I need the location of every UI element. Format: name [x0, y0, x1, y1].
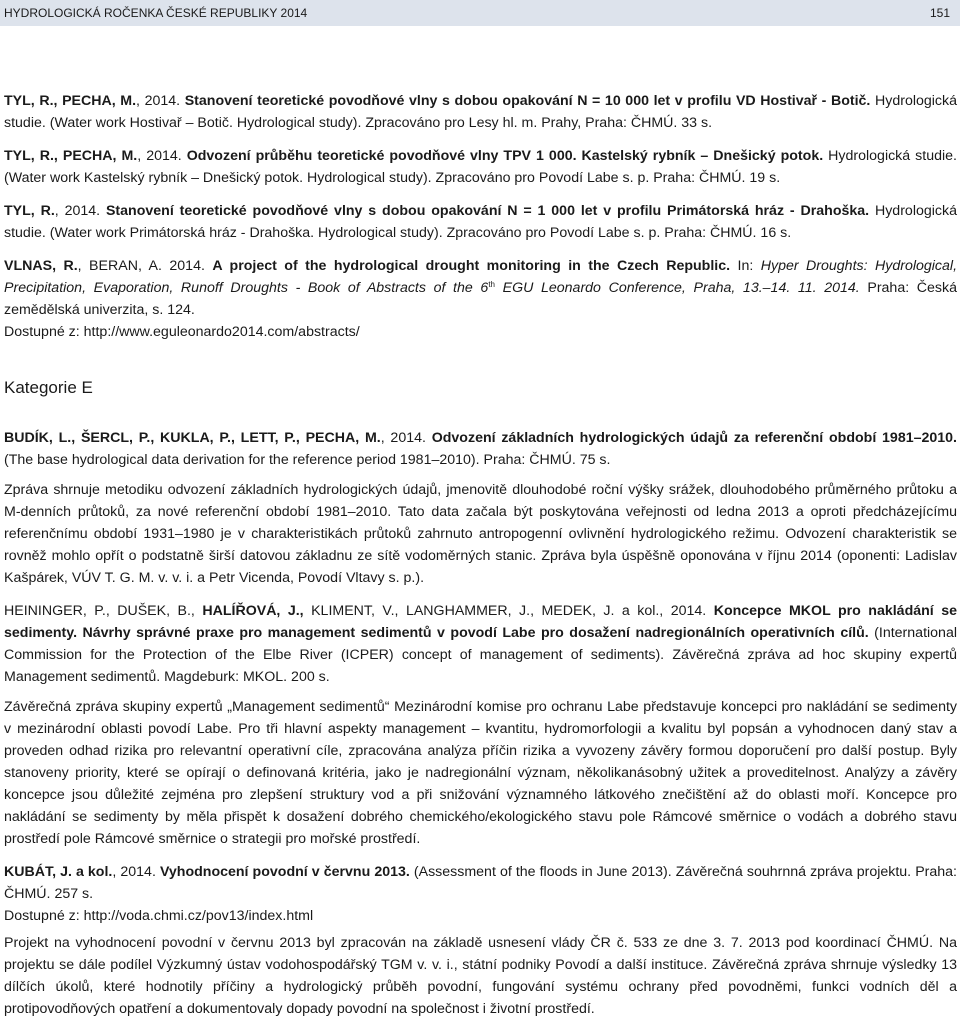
- ref-details: Hydrologická studie. (Water work Primátorská hráz - Drahoška. Hydrological study). Zpracováno pro Povodí Labe s. p. Praha: ČHMÚ. 16 s.: [4, 203, 957, 241]
- ref-year: , 2014.: [112, 864, 160, 880]
- ref-title: Odvození průběhu teoretické povodňové vlny TPV 1 000. Kastelský rybník – Dnešický potok.: [186, 148, 824, 164]
- ref-authors: KUBÁT, J. a kol.: [4, 864, 113, 880]
- ref-authors: TYL, R., PECHA, M.: [4, 93, 137, 109]
- ref-url: Dostupné z: http://www.eguleonardo2014.com/abstracts/: [4, 324, 360, 340]
- ref-summary: Zpráva shrnuje metodiku odvození základních hydrologických údajů, jmenovitě dlouhodobé roční výšky srážek, dlouhodobého průměrného průtoku a M-denních průtoků, za nové referenční období 1981–2010. Tato data začala být poskytována veřejnosti od ledna 2013 a oproti předcházejícímu referenčnímu období 1931–1980 je v charakteristikách průtoků zahrnuto antropogenní ovlivnění hydrologického režimu. Odvození charakteristik se rovněž mohlo opřít o podstatně širší datovou základnu ze sítě vodoměrných stanic. Zpráva byla úspěšně oponována v říjnu 2014 (oponenti: Ladislav Kašpárek, VÚV T. G. M. v. v. i. a Petr Vicenda, Povodí Vltavy s. p.).: [4, 482, 957, 586]
- ref-authors: TYL, R., PECHA, M.: [4, 148, 138, 164]
- ref-details: Praha: Česká zemědělská univerzita, s. 124.: [4, 280, 957, 318]
- ref-details: (The base hydrological data derivation for the reference period 1981–2010). Praha: ČHMÚ. 75 s.: [4, 452, 611, 468]
- header-title: HYDROLOGICKÁ ROČENKA ČESKÉ REPUBLIKY 2014: [4, 6, 308, 20]
- ref-authors-highlight: HALÍŘOVÁ, J.,: [202, 603, 304, 619]
- ref-authors: TYL, R.: [4, 203, 55, 219]
- ref-authors: HEININGER, P., DUŠEK, B.,: [4, 603, 203, 619]
- category-heading: Kategorie E: [4, 378, 93, 397]
- page-content: [4, 90, 957, 1020]
- ref-title: A project of the hydrological drought monitoring in the Czech Republic.: [212, 258, 731, 274]
- ref-details: Hydrologická studie. (Water work Hostivař – Botič. Hydrological study). Zpracováno pro Lesy hl. m. Prahy, Praha: ČHMÚ. 33 s.: [4, 93, 957, 131]
- reference-entry: [4, 145, 957, 189]
- page-header: [0, 0, 960, 26]
- ref-details: (Assessment of the floods in June 2013). Závěrečná souhrnná zpráva projektu. Praha: ČHMÚ. 257 s.: [4, 864, 957, 902]
- reference-entry: [4, 600, 957, 688]
- ref-year: , BERAN, A. 2014.: [77, 258, 213, 274]
- ref-title: Odvození základních hydrologických údajů za referenční období 1981–2010.: [431, 430, 957, 446]
- ref-year: , 2014.: [137, 148, 187, 164]
- ref-source: EGU Leonardo Conference, Praha, 13.–14. 11. 2014.: [494, 280, 860, 296]
- reference-entry: [4, 861, 957, 905]
- reference-entry: [4, 90, 957, 134]
- ref-title: Stanovení teoretické povodňové vlny s dobou opakování N = 1 000 let v profilu Primátorská hráz - Drahoška.: [105, 203, 870, 219]
- ref-title: Koncepce MKOL pro nakládání se sedimenty. Návrhy správné praxe pro management sedimentů v povodí Labe pro dosažení nadregionálních operativních cílů.: [4, 603, 957, 641]
- page-number: 151: [929, 6, 950, 20]
- reference-entry: [4, 200, 957, 244]
- ref-authors: BUDÍK, L., ŠERCL, P., KUKLA, P., LETT, P., PECHA, M.: [4, 430, 381, 446]
- reference-entry: [4, 255, 957, 321]
- ref-details: (International Commission for the Protection of the Elbe River (ICPER) concept of management of sediments). Závěrečná zpráva ad hoc skupiny expertů Management sedimentů. Magdeburk: MKOL. 200 s.: [4, 625, 957, 685]
- ref-year: , 2014.: [136, 93, 185, 109]
- ref-source: Hyper Droughts: Hydrological, Precipitation, Evaporation, Runoff Droughts - Book of Abstracts of the 6: [4, 258, 958, 296]
- ref-url: Dostupné z: http://voda.chmi.cz/pov13/index.html: [4, 908, 314, 924]
- ref-details: Hydrologická studie. (Water work Kastelský rybník – Dnešický potok. Hydrological study). Zpracováno pro Povodí Labe s. p. Praha: ČHMÚ. 19 s.: [4, 148, 957, 186]
- ref-source-sup: th: [488, 280, 495, 289]
- ref-title: Stanovení teoretické povodňové vlny s dobou opakování N = 10 000 let v profilu VD Hostivař - Botič.: [184, 93, 871, 109]
- ref-year: , 2014.: [54, 203, 106, 219]
- ref-authors: KLIMENT, V., LANGHAMMER, J., MEDEK, J. a kol., 2014.: [303, 603, 714, 619]
- reference-entry: [4, 427, 957, 471]
- ref-authors: VLNAS, R.: [4, 258, 78, 274]
- ref-year: , 2014.: [380, 430, 432, 446]
- ref-title: Vyhodnocení povodní v červnu 2013.: [159, 864, 410, 880]
- ref-summary: Projekt na vyhodnocení povodní v červnu 2013 byl zpracován na základě usnesení vlády ČR č. 533 ze dne 3. 7. 2013 pod koordinací ČHMÚ. Na projektu se dále podílel Výzkumný ústav vodohospodářský TGM v. v. i., státní podniky Povodí a další instituce. Závěrečná zpráva shrnuje výsledky 13 dílčích úkolů, které hodnotily příčiny a hydrologický průběh povodní, fungování systému ochrany před povodněmi, funkci vodních děl a protipovodňových opatření a dokumentovaly dopady povodní na společnost i životní prostředí.: [4, 935, 957, 1017]
- ref-in: In:: [730, 258, 761, 274]
- ref-summary: Závěrečná zpráva skupiny expertů „Management sedimentů“ Mezinárodní komise pro ochranu Labe představuje koncepci pro nakládání se sedimenty v mezinárodní oblasti povodí Labe. Pro tři hlavní aspekty management – kvantitu, hydromorfologii a kvalitu byl popsán a vyhodnocen daný stav a proveden odhad rizika pro relevantní operativní cíle, zpracována analýza příčin rizika a vyvozeny závěry formou doporučení pro další postup. Byly stanoveny priority, které se opírají o definovaná kritéria, jako je nadregionální význam, několikanásobný užitek a proveditelnost. Analýzy a závěry koncepce jsou důležité zejména pro zlepšení struktury vod a při snižování významného látkového znečištění až do oblasti moří. Koncepce pro nakládání se sedimenty by měla přispět k dosažení dobrého chemického/ekologického stavu pole Rámcové směrnice o vodách a dobrého stavu prostředí pole Rámcové směrnice o strategii pro mořské prostředí.: [4, 699, 957, 847]
